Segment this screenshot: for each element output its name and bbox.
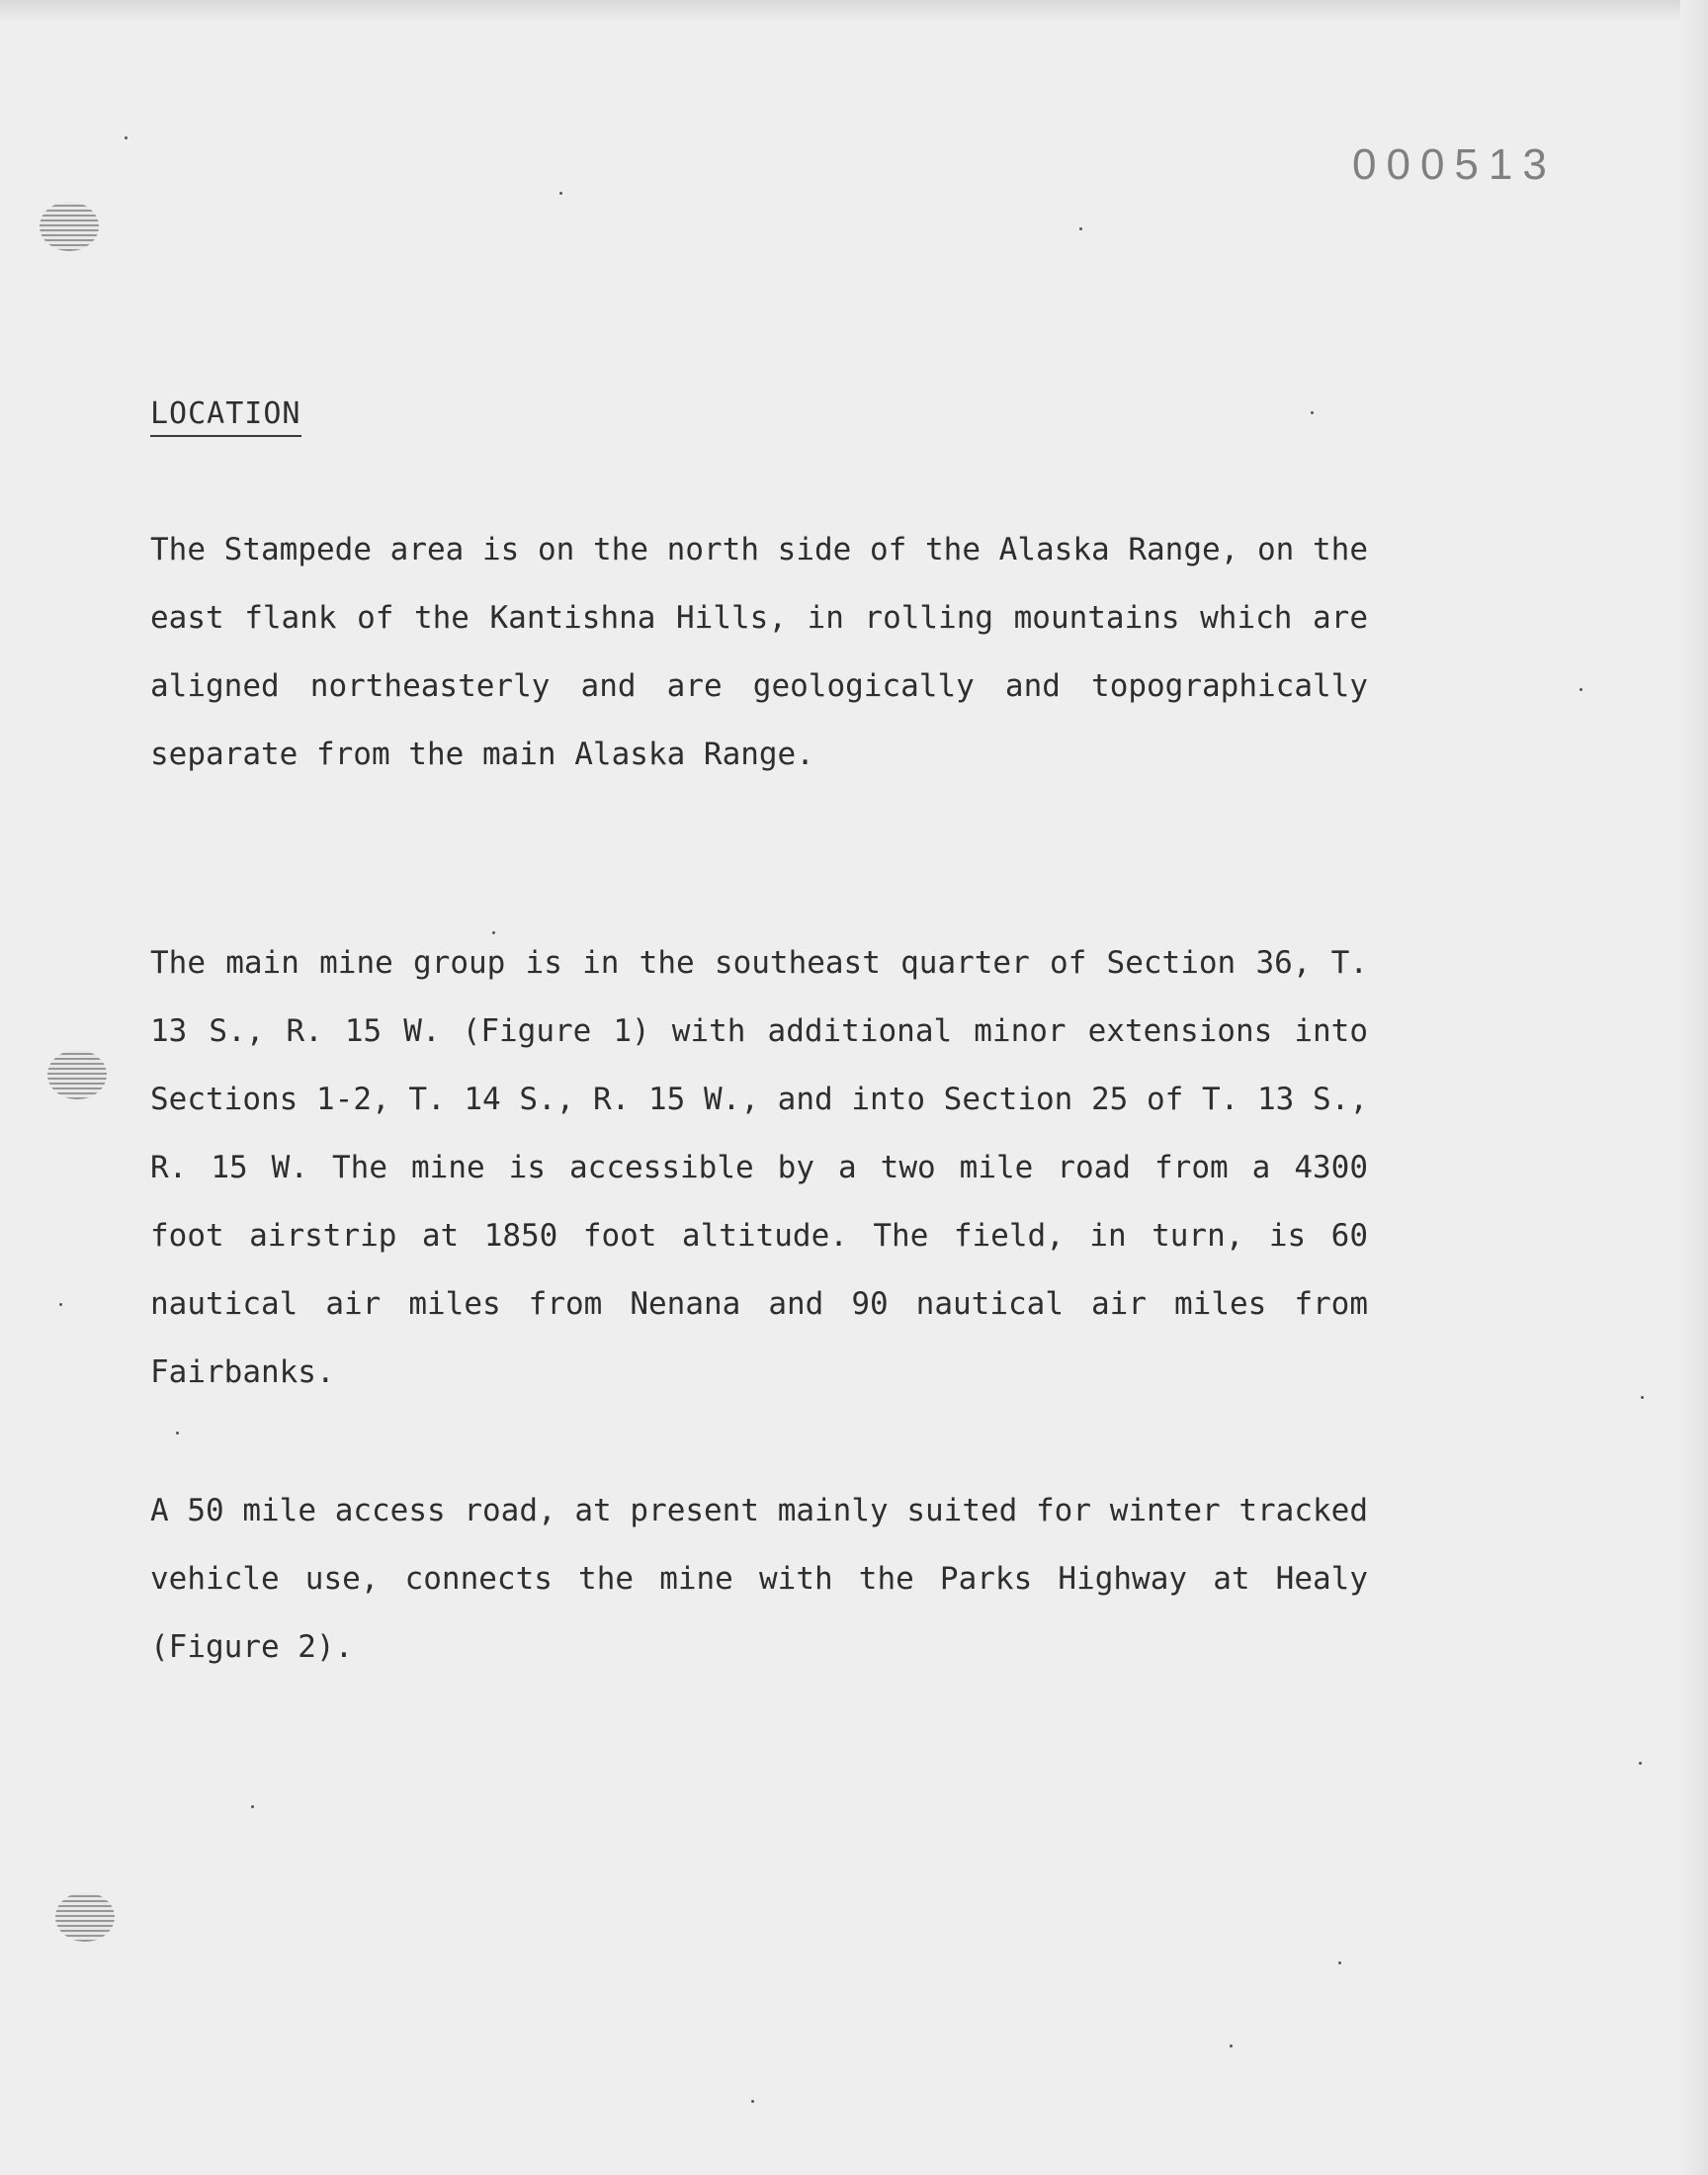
scan-speck xyxy=(559,192,562,195)
scan-right-edge xyxy=(1680,0,1708,2175)
scan-speck xyxy=(1311,411,1314,414)
scan-speck xyxy=(1639,1762,1642,1765)
scan-speck xyxy=(251,1805,254,1808)
paragraph-2: The main mine group is in the southeast quarter of Section 36, T. 13 S., R. 15 W. (Figure 1) with additional minor extensions into Sections 1-2, T. 14 S., R. 15 W., and into Section 25 of T. 13 S., R. 15 W. The mine is accessible by a two mile road from a 4300 foot airstrip at 1850 foot altitude. The field, in turn, is 60 nautical air miles from Nenana and 90 nautical air miles from Fairbanks. xyxy=(150,945,1368,1390)
scan-speck xyxy=(1641,1396,1644,1399)
paragraph-1: The Stampede area is on the north side of the Alaska Range, on the east flank of the Kantishna Hills, in rolling mountains which are aligned northeasterly and are geologically and topographically separate from the main Alaska Range. xyxy=(150,532,1368,772)
paragraph-3: A 50 mile access road, at present mainly suited for winter tracked vehicle use, connects the mine with the Parks Highway at Healy (Figure 2). xyxy=(150,1493,1368,1665)
scan-top-edge xyxy=(0,0,1708,22)
scan-speck xyxy=(1230,2044,1233,2047)
punch-hole-bottom xyxy=(55,1892,115,1942)
punch-hole-middle xyxy=(47,1050,107,1099)
page-number: 000513 xyxy=(1352,140,1557,189)
scan-speck xyxy=(176,1432,179,1435)
scan-speck xyxy=(1580,688,1582,691)
scan-speck xyxy=(59,1303,62,1306)
section-heading: LOCATION xyxy=(150,395,301,437)
scan-speck xyxy=(1079,227,1082,230)
scan-speck xyxy=(751,2100,754,2103)
scan-speck xyxy=(125,136,128,139)
scan-speck xyxy=(1338,1961,1341,1964)
punch-hole-top xyxy=(40,202,99,251)
scan-speck xyxy=(492,931,495,934)
